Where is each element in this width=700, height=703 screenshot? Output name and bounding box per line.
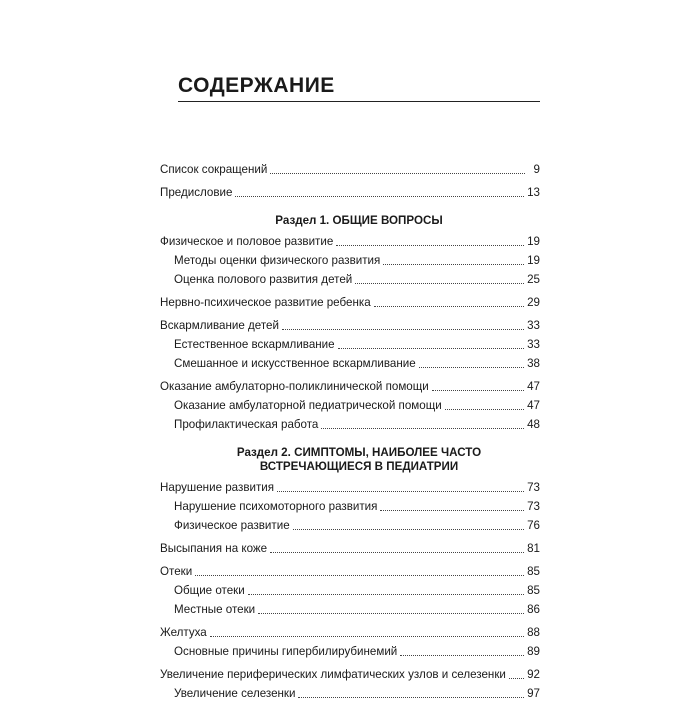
toc-entry	[160, 665, 540, 684]
section-heading	[178, 214, 540, 228]
toc-leader-dots	[277, 490, 524, 492]
toc-leader-dots	[258, 612, 524, 614]
toc-entry-label: Профилактическая работа	[174, 418, 319, 431]
toc-entry	[160, 160, 540, 179]
toc-page-number: 86	[527, 603, 540, 616]
toc-page-number: 47	[527, 380, 540, 393]
toc-entry-label: Увеличение периферических лимфатических узлов и селезенки	[160, 668, 506, 681]
toc-entry	[160, 623, 540, 642]
toc-leader-dots	[380, 509, 524, 511]
toc-entry	[160, 581, 540, 600]
toc-leader-dots	[355, 282, 524, 284]
toc-page-number: 73	[527, 500, 540, 513]
toc-page-number: 97	[527, 687, 540, 700]
toc-entry-label: Высыпания на коже	[160, 542, 268, 555]
toc-entry-label: Предисловие	[160, 186, 233, 199]
toc-entry-label: Нервно-психическое развитие ребенка	[160, 296, 371, 309]
toc-leader-dots	[293, 528, 524, 530]
toc-page-number: 89	[527, 645, 540, 658]
toc-leader-dots	[321, 427, 524, 429]
toc-leader-dots	[338, 347, 524, 349]
toc-page-number: 33	[527, 319, 540, 332]
title-rule	[178, 101, 540, 102]
toc-leader-dots	[235, 195, 524, 197]
toc-leader-dots	[445, 408, 524, 410]
toc-entry-label: Желтуха	[160, 626, 207, 639]
toc-leader-dots	[298, 696, 524, 698]
toc-page-number: 38	[527, 357, 540, 370]
toc-page-number: 76	[527, 519, 540, 532]
toc-entry-label: Основные причины гипербилирубинемий	[174, 645, 398, 658]
toc-entry-label: Физическое развитие	[174, 519, 290, 532]
toc-entry	[160, 539, 540, 558]
toc-entry-label: Отеки	[160, 565, 193, 578]
toc-entry	[160, 183, 540, 202]
page-title: СОДЕРЖАНИЕ	[178, 74, 335, 97]
toc-leader-dots	[282, 328, 524, 330]
toc-entry-label: Вскармливание детей	[160, 319, 279, 332]
toc-entry	[160, 478, 540, 497]
toc-spacer	[160, 202, 540, 214]
toc-entry	[160, 232, 540, 251]
section-heading	[178, 446, 540, 474]
toc-entry	[160, 562, 540, 581]
toc-page-number: 81	[527, 542, 540, 555]
toc-entry-label: Физическое и половое развитие	[160, 235, 334, 248]
toc-entry-label: Список сокращений	[160, 163, 268, 176]
toc-entry	[160, 377, 540, 396]
toc-page-number: 85	[527, 584, 540, 597]
section-heading-line: ВСТРЕЧАЮЩИЕСЯ В ПЕДИАТРИИ	[259, 460, 459, 473]
toc-entry	[160, 642, 540, 661]
toc-entry	[160, 335, 540, 354]
toc-entry	[160, 316, 540, 335]
toc-leader-dots	[336, 244, 524, 246]
toc-entry	[160, 354, 540, 373]
toc-page-number: 25	[527, 273, 540, 286]
toc-page-number: 85	[527, 565, 540, 578]
toc-page-number: 88	[527, 626, 540, 639]
toc-page-number: 92	[527, 668, 540, 681]
toc-entry-label: Местные отеки	[174, 603, 256, 616]
toc-leader-dots	[400, 654, 524, 656]
toc-leader-dots	[210, 635, 524, 637]
toc-entry-label: Естественное вскармливание	[174, 338, 335, 351]
toc-leader-dots	[509, 677, 524, 679]
toc-page-number: 19	[527, 235, 540, 248]
toc-entry-label: Оказание амбулаторно-поликлинической помощи	[160, 380, 429, 393]
table-of-contents	[160, 160, 540, 703]
toc-entry	[160, 396, 540, 415]
section-heading-line: Раздел 2. СИМПТОМЫ, НАИБОЛЕЕ ЧАСТО	[236, 446, 482, 459]
toc-page-number: 9	[533, 163, 540, 176]
toc-leader-dots	[270, 551, 524, 553]
toc-page-number: 33	[527, 338, 540, 351]
toc-page-number: 73	[527, 481, 540, 494]
toc-entry-label: Методы оценки физического развития	[174, 254, 381, 267]
toc-entry-label: Смешанное и искусственное вскармливание	[174, 357, 416, 370]
toc-leader-dots	[374, 305, 524, 307]
toc-entry	[160, 516, 540, 535]
toc-leader-dots	[195, 574, 524, 576]
toc-entry	[160, 251, 540, 270]
toc-spacer	[160, 434, 540, 446]
toc-leader-dots	[270, 172, 525, 174]
toc-leader-dots	[419, 366, 524, 368]
toc-entry-label: Нарушение развития	[160, 481, 275, 494]
toc-entry	[160, 497, 540, 516]
toc-entry-label: Общие отеки	[174, 584, 245, 597]
toc-page-number: 13	[527, 186, 540, 199]
toc-leader-dots	[383, 263, 524, 265]
toc-entry	[160, 293, 540, 312]
toc-entry-label: Оказание амбулаторной педиатрической помощи	[174, 399, 442, 412]
toc-page-number: 47	[527, 399, 540, 412]
section-heading-line: Раздел 1. ОБЩИЕ ВОПРОСЫ	[275, 214, 443, 227]
toc-entry-label: Оценка полового развития детей	[174, 273, 353, 286]
toc-entry	[160, 415, 540, 434]
toc-entry-label: Увеличение селезенки	[174, 687, 296, 700]
toc-leader-dots	[432, 389, 524, 391]
toc-leader-dots	[248, 593, 524, 595]
toc-entry	[160, 600, 540, 619]
toc-page-number: 29	[527, 296, 540, 309]
toc-entry-label: Нарушение психомоторного развития	[174, 500, 378, 513]
toc-page-number: 19	[527, 254, 540, 267]
toc-page-number: 48	[527, 418, 540, 431]
toc-entry	[160, 684, 540, 703]
toc-entry	[160, 270, 540, 289]
